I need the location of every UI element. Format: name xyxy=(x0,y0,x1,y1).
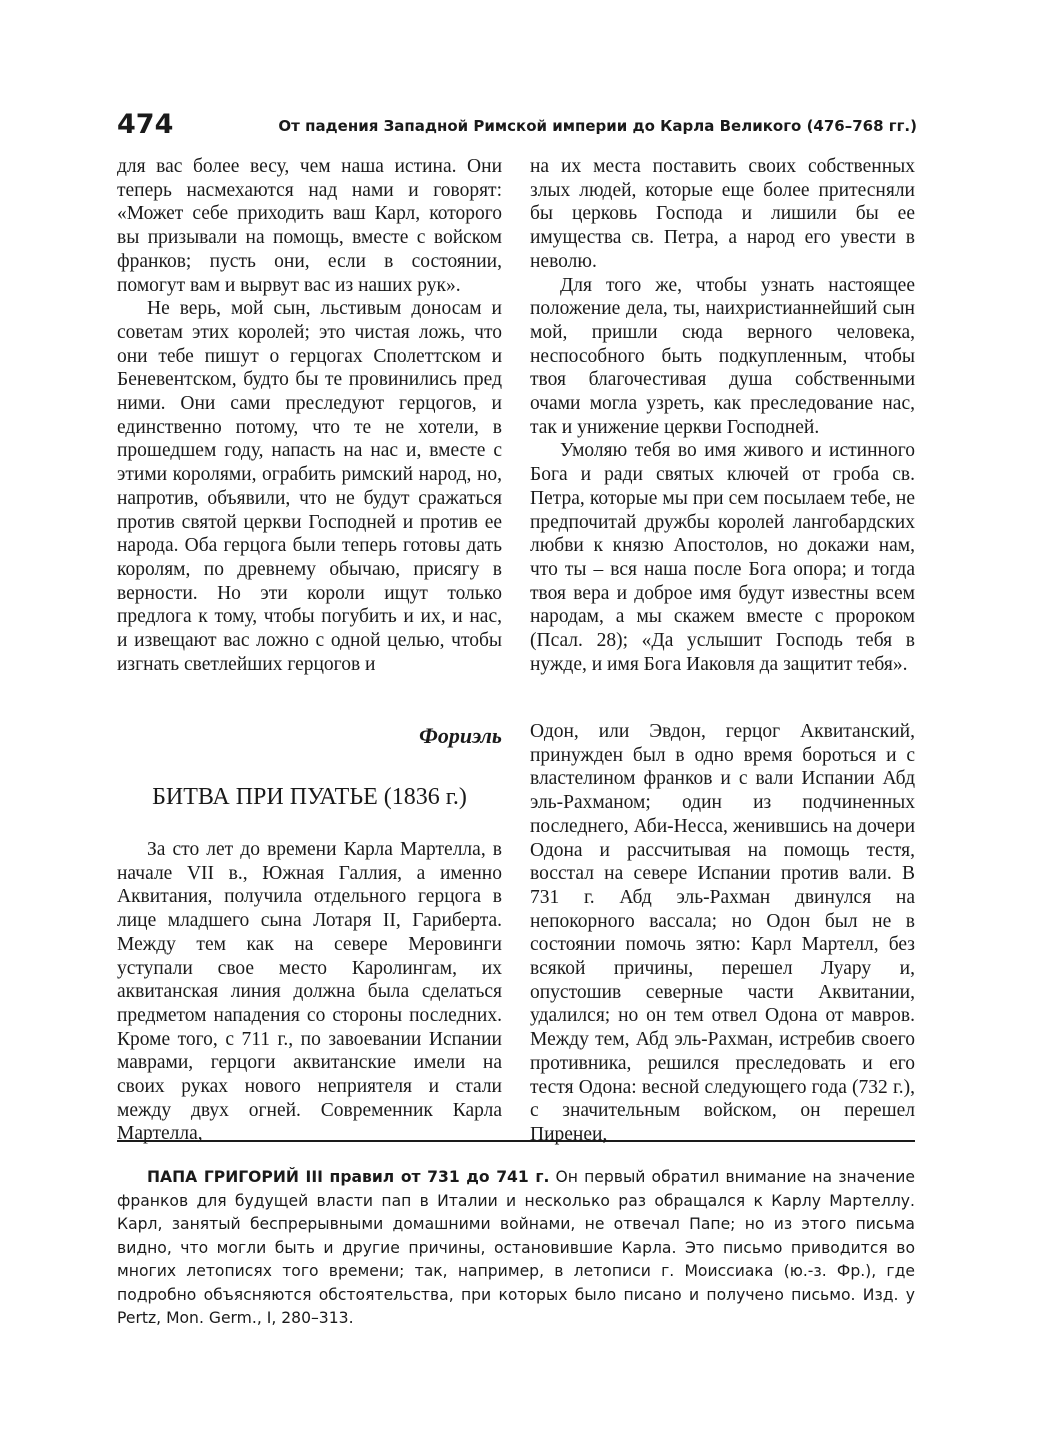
footnote-lead: ПАПА ГРИГОРИЙ III правил от 731 до 741 г. xyxy=(147,1168,550,1186)
footnote-text: Он первый обратил внимание на значение франков для будущей власти пап в Италии и несколько раз обращался к Карлу Мартеллу. Карл, занятый беспрерывными домашними войнами, не отвечал Папе; но из этого письма видно, что могли быть и другие причины, остановившие Карла. Это письмо приводится во многих летописях того времени; так, например, в летописи г. Моиссиака (ю.-з. Фр.), где подробно объясняются обстоятельства, при которых было писано и получено письмо. Изд. у Pertz, Mon. Germ., I, 280–313. xyxy=(117,1168,915,1327)
running-title: От падения Западной Римской империи до Карла Великого (476–768 гг.) xyxy=(278,117,917,135)
article-left-column xyxy=(117,838,502,1146)
paragraph: За сто лет до времени Карла Мартелла, в начале VII в., Южная Галлия, а именно Аквитания, получила отдельного герцога в лице младшего сына Лотаря II, Гариберта. Между тем как на севере Меровинги уступали свое место Каролингам, их аквитанская линия должна была сделаться предметом нападения со стороны последних. Кроме того, с 711 г., по завоевании Испании маврами, герцоги аквитанские имели на своих руках нового неприятеля и стали между двух огней. Современник Карла Мартелла, xyxy=(117,839,502,1145)
paragraph: Не верь, мой сын, льстивым доносам и советам этих королей; это чистая ложь, что они тебе пишут о герцогах Сполеттском и Беневентском, будто бы те провинились пред ними. Они сами преследуют герцогов, и единственно потому, что те не хотели, в прошедшем году, напасть на нас и, вместе с этими королями, ограбить римский народ, но, напротив, объявили, что не будут сражаться против святой церкви Господней и против ее народа. Оба герцога были теперь готовы дать королям, по древнему обычаю, присягу в верности. Но эти короли ищут только предлога к тому, чтобы погубить и их, и нас, и извещают вас ложно с одной целью, чтобы изгнать светлейших герцогов и xyxy=(117,298,502,675)
letter-left-column xyxy=(117,155,502,676)
page-number: 474 xyxy=(117,109,174,140)
paragraph: Одон, или Эвдон, герцог Аквитанский, принужден был в одно время бороться и с властелином франков и с вали Испании Абд эль-Рахманом; один из подчиненных последнего, Аби-Несса, женившись на дочери Одона и рассчитывая на помощь тестя, восстал на севере Испании против вали. В 731 г. Абд эль-Рахман двинулся на непокорного вассала; но Одон был не в состоянии помочь зятю: Карл Мартелл, без всякой причины, перешел Луару и, опустошив северные части Аквитании, удалился; но он тем отвел Одона от мавров. Между тем, Абд эль-Рахман, истребив своего противника, решился преследовать и его тестя Одона: весной следующего года (732 г.), с значительным войском, он перешел Пиренеи, xyxy=(530,721,915,1145)
article-author: Фориэль xyxy=(419,723,502,748)
paragraph: на их места поставить своих собственных злых людей, которые еще более притесняли бы церковь Господа и лишили бы ее имущества св. Петра, а народ его увести в неволю. xyxy=(530,156,915,272)
paragraph: Для того же, чтобы узнать настоящее положение дела, ты, наихристианнейший сын мой, пришли сюда верного человека, неспособного быть подкупленным, чтобы твоя благочестивая душа собственными очами могла узреть, как преследование нас, так и унижение церкви Господней. xyxy=(530,274,915,438)
paragraph: для вас более весу, чем наша истина. Они теперь насмехаются над нами и говорят: «Может себе приходить ваш Карл, которого вы призывали на помощь, вместе с войском франков; пусть они, если в состоянии, помогут вам и вырвут вас из наших рук». xyxy=(117,156,502,296)
article-title: БИТВА ПРИ ПУАТЬЕ (1836 г.) xyxy=(152,784,467,810)
footnote-divider xyxy=(117,1140,915,1142)
page-header xyxy=(117,108,917,148)
paragraph: Умоляю тебя во имя живого и истинного Бога и ради святых ключей от гроба св. Петра, которые мы при сем посылаем тебе, не предпочитай дружбы королей лангобардских любви к князю Апостолов, но докажи нам, что ты – вся наша после Бога опора; и тогда твоя вера и доброе имя будут известны всем народам, а мы скажем вместе с пророком (Псал. 28); «Да услышит Господь тебя в нужде, и имя Бога Иаковля да защитит тебя». xyxy=(530,440,915,675)
article-right-column xyxy=(530,720,915,1147)
letter-right-column xyxy=(530,155,915,676)
footnote xyxy=(117,1166,915,1331)
